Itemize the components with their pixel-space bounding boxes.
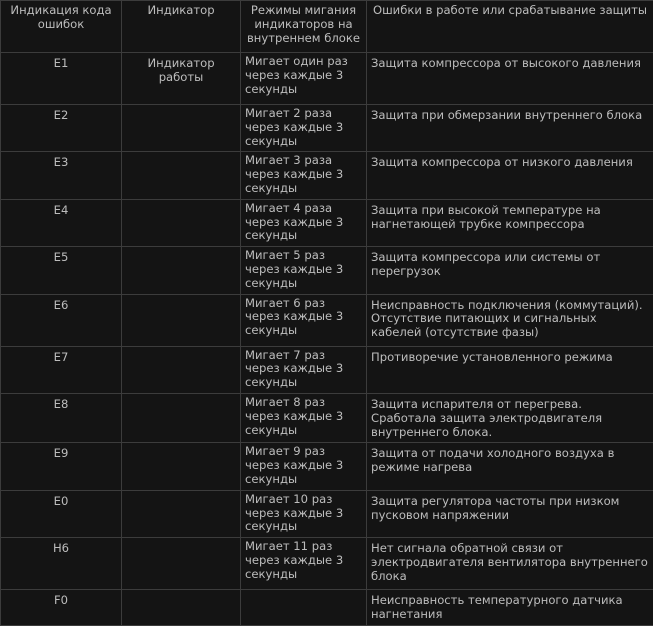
cell-code: E0 (1, 490, 122, 537)
cell-indicator (122, 538, 241, 590)
header-row (1, 1, 653, 53)
cell-mode: Мигает 8 раз через каждые 3 секунды (241, 393, 367, 442)
cell-error: Защита при обмерзании внутреннего блока (367, 105, 653, 152)
cell-error: Защита компрессора или системы от перегрузок (367, 247, 653, 294)
cell-mode: Мигает 2 раза через каждые 3 секунды (241, 105, 367, 152)
cell-code: H6 (1, 538, 122, 590)
table-row (1, 105, 653, 152)
cell-error: Защита испарителя от перегрева. Сработала защита электродвигателя внутреннего блока. (367, 393, 653, 442)
cell-indicator (122, 105, 241, 152)
table-row (1, 538, 653, 590)
cell-mode: Мигает 6 раз через каждые 3 секунды (241, 294, 367, 346)
cell-error: Защита регулятора частоты при низком пусковом напряжении (367, 490, 653, 537)
cell-mode (241, 590, 367, 626)
cell-mode: Мигает 5 раз через каждые 3 секунды (241, 247, 367, 294)
cell-error: Защита от подачи холодного воздуха в режиме нагрева (367, 443, 653, 490)
cell-indicator (122, 393, 241, 442)
cell-error: Неисправность подключения (коммутаций). Отсутствие питающих и сигнальных кабелей (отсутствие фазы) (367, 294, 653, 346)
cell-indicator (122, 152, 241, 199)
table-row (1, 199, 653, 246)
cell-code: E1 (1, 53, 122, 105)
table-row (1, 590, 653, 626)
cell-indicator (122, 346, 241, 393)
cell-indicator (122, 443, 241, 490)
cell-code: E7 (1, 346, 122, 393)
header-code: Индикация кода ошибок (1, 1, 122, 53)
cell-code: E2 (1, 105, 122, 152)
cell-mode: Мигает 11 раз через каждые 3 секунды (241, 538, 367, 590)
header-error: Ошибки в работе или срабатывание защиты (367, 1, 653, 53)
cell-error: Противоречие установленного режима (367, 346, 653, 393)
cell-error: Неисправность температурного датчика нагнетания (367, 590, 653, 626)
cell-indicator (122, 590, 241, 626)
cell-error: Защита при высокой температуре на нагнетающей трубке компрессора (367, 199, 653, 246)
cell-code: E8 (1, 393, 122, 442)
table-row (1, 443, 653, 490)
cell-mode: Мигает 4 раза через каждые 3 секунды (241, 199, 367, 246)
table-row (1, 152, 653, 199)
table-row (1, 53, 653, 105)
cell-code: E6 (1, 294, 122, 346)
cell-code: F0 (1, 590, 122, 626)
table-row (1, 393, 653, 442)
cell-mode: Мигает 3 раза через каждые 3 секунды (241, 152, 367, 199)
cell-mode: Мигает 10 раз через каждые 3 секунды (241, 490, 367, 537)
header-indicator: Индикатор (122, 1, 241, 53)
cell-mode: Мигает 7 раз через каждые 3 секунды (241, 346, 367, 393)
cell-code: E3 (1, 152, 122, 199)
cell-error: Защита компрессора от высокого давления (367, 53, 653, 105)
table-row (1, 247, 653, 294)
header-mode: Режимы мигания индикаторов на внутреннем блоке (241, 1, 367, 53)
cell-code: E5 (1, 247, 122, 294)
table-row (1, 346, 653, 393)
cell-mode: Мигает 9 раз через каждые 3 секунды (241, 443, 367, 490)
cell-code: E9 (1, 443, 122, 490)
cell-error: Защита компрессора от низкого давления (367, 152, 653, 199)
cell-indicator: Индикатор работы (122, 53, 241, 105)
cell-indicator (122, 247, 241, 294)
cell-error: Нет сигнала обратной связи от электродвигателя вентилятора внутреннего блока (367, 538, 653, 590)
table-row (1, 490, 653, 537)
cell-indicator (122, 294, 241, 346)
cell-code: E4 (1, 199, 122, 246)
cell-mode: Мигает один раз через каждые 3 секунды (241, 53, 367, 105)
cell-indicator (122, 490, 241, 537)
cell-indicator (122, 199, 241, 246)
table-row (1, 294, 653, 346)
